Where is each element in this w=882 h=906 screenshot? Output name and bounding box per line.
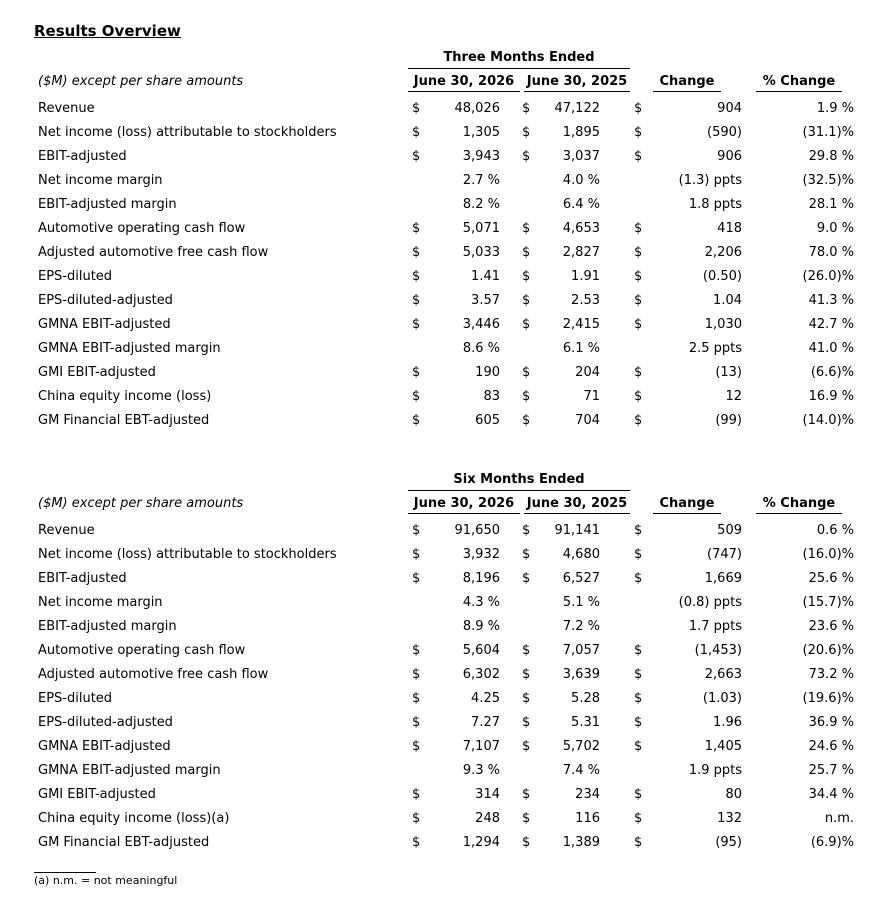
percent-change-value: (6.6)% (810, 365, 854, 380)
currency-symbol: $ (522, 245, 531, 260)
row-label: Automotive operating cash flow (38, 643, 246, 658)
row-label: Revenue (38, 101, 95, 116)
currency-symbol: $ (412, 811, 421, 826)
row-label: EBIT-adjusted margin (38, 619, 177, 634)
prior-period-value: 7.4 % (562, 763, 600, 778)
row-label: GMNA EBIT-adjusted (38, 739, 171, 754)
row-label: China equity income (loss) (38, 389, 212, 404)
percent-change-value: 0.6 % (816, 523, 854, 538)
table-row (0, 736, 882, 760)
prior-period-value: 234 (575, 787, 600, 802)
current-period-value: 1,305 (462, 125, 500, 140)
currency-symbol: $ (522, 125, 531, 140)
prior-period-value: 4,653 (562, 221, 600, 236)
percent-change-value: 9.0 % (816, 221, 854, 236)
table-row (0, 98, 882, 122)
table-row (0, 242, 882, 266)
prior-period-value: 7.2 % (562, 619, 600, 634)
current-period-value: 3,932 (462, 547, 500, 562)
change-value: (1,453) (694, 643, 742, 658)
row-label: Adjusted automotive free cash flow (38, 667, 269, 682)
currency-symbol: $ (522, 811, 531, 826)
currency-symbol: $ (634, 835, 643, 850)
current-period-value: 7,107 (462, 739, 500, 754)
change-value: 1.7 ppts (688, 619, 742, 634)
current-period-value: 6,302 (462, 667, 500, 682)
change-value: 2,206 (704, 245, 742, 260)
change-value: (1.3) ppts (678, 173, 742, 188)
row-label: China equity income (loss)(a) (38, 811, 230, 826)
change-value: 418 (717, 221, 742, 236)
percent-change-value: 16.9 % (808, 389, 854, 404)
percent-change-value: 36.9 % (808, 715, 854, 730)
table-row (0, 218, 882, 242)
currency-symbol: $ (412, 715, 421, 730)
period-heading: Three Months Ended (408, 50, 630, 69)
percent-change-value: 41.0 % (808, 341, 854, 356)
currency-symbol: $ (412, 413, 421, 428)
row-label: EBIT-adjusted (38, 149, 127, 164)
row-label: Automotive operating cash flow (38, 221, 246, 236)
percent-change-value: (26.0)% (802, 269, 854, 284)
change-value: 2.5 ppts (688, 341, 742, 356)
currency-symbol: $ (634, 739, 643, 754)
table-row (0, 386, 882, 410)
column-header-prior-period: June 30, 2025 (524, 74, 630, 92)
change-value: (590) (707, 125, 742, 140)
row-label: Adjusted automotive free cash flow (38, 245, 269, 260)
prior-period-value: 5,702 (562, 739, 600, 754)
row-label: Net income (loss) attributable to stockholders (38, 547, 337, 562)
change-value: 1,030 (704, 317, 742, 332)
period-heading: Six Months Ended (408, 472, 630, 491)
currency-symbol: $ (634, 293, 643, 308)
units-caption: ($M) except per share amounts (38, 74, 244, 89)
currency-symbol: $ (412, 643, 421, 658)
currency-symbol: $ (412, 269, 421, 284)
current-period-value: 5,071 (462, 221, 500, 236)
currency-symbol: $ (522, 715, 531, 730)
currency-symbol: $ (634, 101, 643, 116)
table-row (0, 520, 882, 544)
table-row (0, 616, 882, 640)
table-body (0, 520, 882, 856)
currency-symbol: $ (522, 667, 531, 682)
currency-symbol: $ (634, 413, 643, 428)
row-label: Net income (loss) attributable to stockholders (38, 125, 337, 140)
table-row (0, 544, 882, 568)
current-period-value: 3,943 (462, 149, 500, 164)
table-row (0, 362, 882, 386)
percent-change-value: 73.2 % (808, 667, 854, 682)
current-period-value: 190 (475, 365, 500, 380)
currency-symbol: $ (412, 221, 421, 236)
column-header-percent-change: % Change (756, 496, 842, 514)
table-row (0, 290, 882, 314)
currency-symbol: $ (522, 365, 531, 380)
table-row (0, 760, 882, 784)
change-value: 1,405 (704, 739, 742, 754)
currency-symbol: $ (522, 787, 531, 802)
table-row (0, 122, 882, 146)
row-label: EPS-diluted-adjusted (38, 293, 173, 308)
row-label: GM Financial EBT-adjusted (38, 835, 210, 850)
change-value: 2,663 (704, 667, 742, 682)
currency-symbol: $ (412, 389, 421, 404)
table-row (0, 146, 882, 170)
prior-period-value: 47,122 (554, 101, 600, 116)
currency-symbol: $ (522, 835, 531, 850)
currency-symbol: $ (412, 523, 421, 538)
table-row (0, 592, 882, 616)
currency-symbol: $ (634, 269, 643, 284)
percent-change-value: 41.3 % (808, 293, 854, 308)
currency-symbol: $ (412, 835, 421, 850)
table-row (0, 664, 882, 688)
column-header-current-period: June 30, 2026 (408, 496, 520, 514)
current-period-value: 5,604 (462, 643, 500, 658)
percent-change-value: (15.7)% (802, 595, 854, 610)
table-row (0, 314, 882, 338)
row-label: Revenue (38, 523, 95, 538)
current-period-value: 1,294 (462, 835, 500, 850)
change-value: 80 (725, 787, 742, 802)
prior-period-value: 4,680 (562, 547, 600, 562)
currency-symbol: $ (522, 691, 531, 706)
current-period-value: 5,033 (462, 245, 500, 260)
change-value: (13) (715, 365, 742, 380)
current-period-value: 3.57 (471, 293, 500, 308)
prior-period-value: 6,527 (562, 571, 600, 586)
currency-symbol: $ (522, 571, 531, 586)
prior-period-value: 71 (583, 389, 600, 404)
row-label: GMNA EBIT-adjusted (38, 317, 171, 332)
row-label: GMNA EBIT-adjusted margin (38, 763, 221, 778)
percent-change-value: (19.6)% (802, 691, 854, 706)
current-period-value: 605 (475, 413, 500, 428)
prior-period-value: 1,389 (562, 835, 600, 850)
currency-symbol: $ (634, 643, 643, 658)
currency-symbol: $ (522, 413, 531, 428)
row-label: EBIT-adjusted margin (38, 197, 177, 212)
table-row (0, 170, 882, 194)
currency-symbol: $ (634, 125, 643, 140)
row-label: EPS-diluted (38, 269, 113, 284)
prior-period-value: 3,639 (562, 667, 600, 682)
currency-symbol: $ (412, 365, 421, 380)
table-row (0, 568, 882, 592)
percent-change-value: (16.0)% (802, 547, 854, 562)
percent-change-value: 24.6 % (808, 739, 854, 754)
percent-change-value: (6.9)% (810, 835, 854, 850)
currency-symbol: $ (634, 317, 643, 332)
prior-period-value: 704 (575, 413, 600, 428)
currency-symbol: $ (522, 643, 531, 658)
page-title: Results Overview (34, 22, 181, 40)
table-body (0, 98, 882, 434)
currency-symbol: $ (412, 317, 421, 332)
currency-symbol: $ (634, 149, 643, 164)
prior-period-value: 5.28 (571, 691, 600, 706)
table-row (0, 712, 882, 736)
prior-period-value: 2,415 (562, 317, 600, 332)
change-value: (747) (707, 547, 742, 562)
currency-symbol: $ (522, 317, 531, 332)
currency-symbol: $ (634, 245, 643, 260)
prior-period-value: 1,895 (562, 125, 600, 140)
currency-symbol: $ (634, 691, 643, 706)
row-label: GMI EBIT-adjusted (38, 787, 156, 802)
currency-symbol: $ (634, 715, 643, 730)
currency-symbol: $ (634, 523, 643, 538)
percent-change-value: (31.1)% (802, 125, 854, 140)
change-value: 904 (717, 101, 742, 116)
currency-symbol: $ (522, 269, 531, 284)
current-period-value: 9.3 % (462, 763, 500, 778)
currency-symbol: $ (412, 787, 421, 802)
row-label: EBIT-adjusted (38, 571, 127, 586)
current-period-value: 7.27 (471, 715, 500, 730)
current-period-value: 2.7 % (462, 173, 500, 188)
current-period-value: 8.9 % (462, 619, 500, 634)
currency-symbol: $ (522, 523, 531, 538)
row-label: GMI EBIT-adjusted (38, 365, 156, 380)
currency-symbol: $ (522, 389, 531, 404)
percent-change-value: 29.8 % (808, 149, 854, 164)
row-label: Net income margin (38, 173, 163, 188)
currency-symbol: $ (634, 571, 643, 586)
row-label: GMNA EBIT-adjusted margin (38, 341, 221, 356)
currency-symbol: $ (522, 547, 531, 562)
prior-period-value: 116 (575, 811, 600, 826)
change-value: 1,669 (704, 571, 742, 586)
currency-symbol: $ (522, 101, 531, 116)
table-row (0, 338, 882, 362)
currency-symbol: $ (412, 245, 421, 260)
change-value: (0.50) (702, 269, 742, 284)
column-header-current-period: June 30, 2026 (408, 74, 520, 92)
table-row (0, 640, 882, 664)
current-period-value: 8.2 % (462, 197, 500, 212)
prior-period-value: 91,141 (554, 523, 600, 538)
currency-symbol: $ (634, 667, 643, 682)
currency-symbol: $ (634, 547, 643, 562)
prior-period-value: 204 (575, 365, 600, 380)
current-period-value: 4.3 % (462, 595, 500, 610)
change-value: 12 (725, 389, 742, 404)
change-value: (1.03) (702, 691, 742, 706)
currency-symbol: $ (412, 293, 421, 308)
percent-change-value: 42.7 % (808, 317, 854, 332)
change-value: 1.9 ppts (688, 763, 742, 778)
prior-period-value: 7,057 (562, 643, 600, 658)
currency-symbol: $ (412, 739, 421, 754)
table-row (0, 194, 882, 218)
prior-period-value: 5.1 % (562, 595, 600, 610)
table-row (0, 688, 882, 712)
percent-change-value: 1.9 % (816, 101, 854, 116)
current-period-value: 48,026 (454, 101, 500, 116)
current-period-value: 1.41 (471, 269, 500, 284)
change-value: 1.8 ppts (688, 197, 742, 212)
percent-change-value: 23.6 % (808, 619, 854, 634)
prior-period-value: 4.0 % (562, 173, 600, 188)
change-value: (0.8) ppts (678, 595, 742, 610)
percent-change-value: 25.7 % (808, 763, 854, 778)
percent-change-value: 25.6 % (808, 571, 854, 586)
percent-change-value: 28.1 % (808, 197, 854, 212)
change-value: (95) (715, 835, 742, 850)
prior-period-value: 2.53 (571, 293, 600, 308)
currency-symbol: $ (412, 149, 421, 164)
change-value: 509 (717, 523, 742, 538)
table-row (0, 808, 882, 832)
current-period-value: 248 (475, 811, 500, 826)
prior-period-value: 3,037 (562, 149, 600, 164)
currency-symbol: $ (412, 101, 421, 116)
table-header-row (0, 496, 882, 516)
current-period-value: 8.6 % (462, 341, 500, 356)
table-row (0, 784, 882, 808)
currency-symbol: $ (412, 125, 421, 140)
table-row (0, 832, 882, 856)
currency-symbol: $ (522, 293, 531, 308)
table-row (0, 266, 882, 290)
percent-change-value: (32.5)% (802, 173, 854, 188)
change-value: 132 (717, 811, 742, 826)
currency-symbol: $ (634, 365, 643, 380)
percent-change-value: n.m. (824, 811, 854, 826)
row-label: Net income margin (38, 595, 163, 610)
prior-period-value: 2,827 (562, 245, 600, 260)
table-header-row (0, 74, 882, 94)
units-caption: ($M) except per share amounts (38, 496, 244, 511)
currency-symbol: $ (412, 667, 421, 682)
row-label: GM Financial EBT-adjusted (38, 413, 210, 428)
currency-symbol: $ (522, 221, 531, 236)
prior-period-value: 1.91 (571, 269, 600, 284)
currency-symbol: $ (634, 389, 643, 404)
prior-period-value: 6.1 % (562, 341, 600, 356)
current-period-value: 3,446 (462, 317, 500, 332)
currency-symbol: $ (412, 571, 421, 586)
change-value: 1.96 (713, 715, 742, 730)
currency-symbol: $ (522, 739, 531, 754)
change-value: 906 (717, 149, 742, 164)
currency-symbol: $ (412, 691, 421, 706)
row-label: EPS-diluted-adjusted (38, 715, 173, 730)
currency-symbol: $ (634, 221, 643, 236)
current-period-value: 83 (483, 389, 500, 404)
footnote-divider (34, 872, 96, 873)
current-period-value: 8,196 (462, 571, 500, 586)
currency-symbol: $ (634, 811, 643, 826)
percent-change-value: (14.0)% (802, 413, 854, 428)
current-period-value: 314 (475, 787, 500, 802)
change-value: 1.04 (713, 293, 742, 308)
prior-period-value: 5.31 (571, 715, 600, 730)
footnote: (a) n.m. = not meaningful (34, 874, 178, 887)
percent-change-value: 34.4 % (808, 787, 854, 802)
percent-change-value: (20.6)% (802, 643, 854, 658)
row-label: EPS-diluted (38, 691, 113, 706)
percent-change-value: 78.0 % (808, 245, 854, 260)
currency-symbol: $ (634, 787, 643, 802)
current-period-value: 4.25 (471, 691, 500, 706)
change-value: (99) (715, 413, 742, 428)
prior-period-value: 6.4 % (562, 197, 600, 212)
currency-symbol: $ (522, 149, 531, 164)
current-period-value: 91,650 (454, 523, 500, 538)
column-header-change: Change (653, 74, 721, 92)
column-header-change: Change (653, 496, 721, 514)
column-header-prior-period: June 30, 2025 (524, 496, 630, 514)
column-header-percent-change: % Change (756, 74, 842, 92)
table-row (0, 410, 882, 434)
currency-symbol: $ (412, 547, 421, 562)
